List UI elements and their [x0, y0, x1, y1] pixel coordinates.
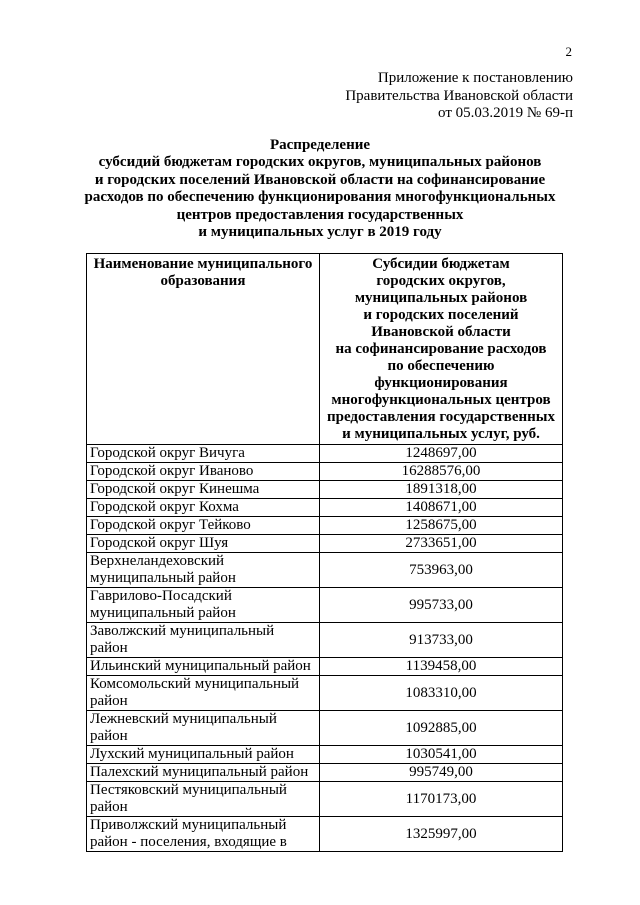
municipality-name-line: район	[90, 728, 128, 744]
table-row	[87, 817, 563, 852]
subsidy-amount: 995733,00	[320, 588, 563, 623]
table-row	[87, 499, 563, 517]
municipality-name	[87, 623, 320, 658]
subsidy-amount: 1170173,00	[320, 782, 563, 817]
title-line: Распределение	[269, 137, 371, 153]
table-header-row	[87, 254, 563, 445]
table-row	[87, 445, 563, 463]
municipality-name-line: муниципальный район	[90, 570, 236, 586]
table-row	[87, 658, 563, 676]
municipality-name-line: Лежневский муниципальный	[90, 711, 277, 727]
header-line: предоставления государственных	[326, 409, 556, 425]
municipality-name-line: район - поселения, входящие в	[90, 834, 287, 850]
header-line: Ивановской области	[371, 324, 511, 340]
municipality-name-line: Комсомольский муниципальный	[90, 676, 300, 692]
table-row	[87, 764, 563, 782]
header-line: многофункциональных центров	[331, 392, 551, 408]
subsidy-amount: 753963,00	[320, 553, 563, 588]
document-title	[60, 137, 580, 241]
page-number: 2	[565, 44, 572, 59]
municipality-name	[87, 588, 320, 623]
table-row	[87, 553, 563, 588]
subsidy-amount: 1248697,00	[320, 445, 563, 463]
municipality-name-line: Городской округ Иваново	[90, 463, 254, 479]
municipality-name	[87, 463, 320, 481]
municipality-name	[87, 764, 320, 782]
municipality-name-line: район	[90, 799, 128, 815]
municipality-name	[87, 553, 320, 588]
municipality-name-line: Городской округ Вичуга	[90, 445, 245, 461]
subsidy-amount: 1258675,00	[320, 517, 563, 535]
municipality-name	[87, 658, 320, 676]
municipality-name-line: Городской округ Шуя	[90, 535, 229, 551]
municipality-name-line: Ильинский муниципальный район	[90, 658, 311, 674]
municipality-name-line: район	[90, 693, 128, 709]
municipality-name	[87, 782, 320, 817]
header-line: городских округов,	[376, 273, 506, 289]
municipality-name-line: муниципальный район	[90, 605, 236, 621]
municipality-name-line: Пестяковский муниципальный	[90, 782, 287, 798]
municipality-name	[87, 676, 320, 711]
header-subsidy	[320, 254, 563, 445]
header-line: Наименование муниципального	[93, 256, 313, 272]
municipality-name-line: Городской округ Тейково	[90, 517, 251, 533]
subsidy-amount: 1891318,00	[320, 481, 563, 499]
municipality-name-line: Заволжский муниципальный	[90, 623, 275, 639]
table-row	[87, 535, 563, 553]
subsidy-amount: 1325997,00	[320, 817, 563, 852]
title-line: субсидий бюджетам городских округов, муниципальных районов	[98, 154, 542, 171]
municipality-name	[87, 445, 320, 463]
subsidy-table	[86, 253, 563, 852]
title-line: расходов по обеспечению функционирования многофункциональных	[84, 189, 556, 206]
appendix-line: от 05.03.2019 № 69-п	[438, 105, 573, 121]
header-line: муниципальных районов	[354, 290, 528, 306]
subsidy-amount: 1139458,00	[320, 658, 563, 676]
subsidy-amount: 1030541,00	[320, 746, 563, 764]
municipality-name-line: район	[90, 640, 128, 656]
table-row	[87, 782, 563, 817]
title-line: центров предоставления государственных	[176, 206, 464, 223]
municipality-name	[87, 481, 320, 499]
subsidy-amount: 995749,00	[320, 764, 563, 782]
municipality-name-line: Верхнеландеховский	[90, 553, 225, 569]
table-row	[87, 463, 563, 481]
table-row	[87, 481, 563, 499]
municipality-name-line: Гаврилово-Посадский	[90, 588, 232, 604]
municipality-name-line: Приволжский муниципальный	[90, 817, 287, 833]
subsidy-amount: 1092885,00	[320, 711, 563, 746]
header-line: и муниципальных услуг, руб.	[342, 426, 540, 442]
header-municipality	[87, 254, 320, 445]
municipality-name	[87, 817, 320, 852]
subsidy-amount: 16288576,00	[320, 463, 563, 481]
appendix-line: Правительства Ивановской области	[345, 87, 573, 104]
subsidy-amount: 1083310,00	[320, 676, 563, 711]
header-line: и городских поселений	[363, 307, 519, 323]
title-line: и муниципальных услуг в 2019 году	[198, 224, 442, 241]
table-row	[87, 746, 563, 764]
appendix-line: Приложение к постановлению	[377, 70, 573, 86]
municipality-name-line: Городской округ Кохма	[90, 499, 239, 515]
header-line: по обеспечению	[387, 358, 495, 374]
municipality-name-line: Палехский муниципальный район	[90, 764, 309, 780]
table-row	[87, 676, 563, 711]
header-line: образования	[160, 273, 246, 289]
header-line: функционирования	[374, 375, 508, 391]
header-line: на софинансирование расходов	[335, 341, 547, 357]
subsidy-amount: 913733,00	[320, 623, 563, 658]
municipality-name	[87, 746, 320, 764]
municipality-name	[87, 517, 320, 535]
table-row	[87, 623, 563, 658]
municipality-name	[87, 535, 320, 553]
municipality-name-line: Городской округ Кинешма	[90, 481, 260, 497]
table-row	[87, 517, 563, 535]
title-line: и городских поселений Ивановской области на софинансирование	[94, 171, 546, 188]
table-row	[87, 588, 563, 623]
appendix-header	[0, 70, 573, 123]
subsidy-amount: 2733651,00	[320, 535, 563, 553]
municipality-name	[87, 711, 320, 746]
table-row	[87, 711, 563, 746]
header-line: Субсидии бюджетам	[372, 256, 510, 272]
municipality-name-line: Лухский муниципальный район	[90, 746, 294, 762]
municipality-name	[87, 499, 320, 517]
subsidy-amount: 1408671,00	[320, 499, 563, 517]
